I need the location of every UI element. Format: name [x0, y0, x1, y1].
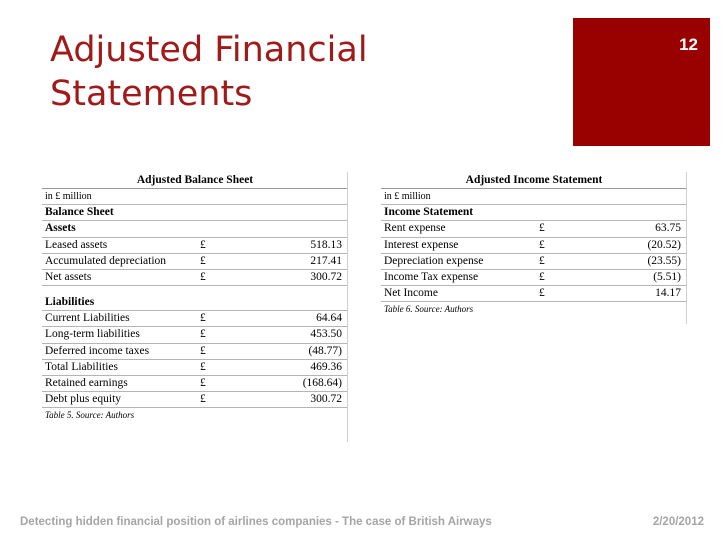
balance-sheet-heading: Balance Sheet	[45, 206, 114, 219]
row-value: 300.72	[310, 393, 342, 406]
table-divider	[347, 172, 348, 442]
row-label: Retained earnings	[45, 376, 128, 389]
currency-symbol: £	[200, 270, 206, 283]
table-row	[42, 327, 348, 343]
table-row	[381, 270, 687, 286]
table-row	[381, 205, 687, 221]
table-row	[42, 205, 348, 221]
slide-title	[50, 28, 550, 116]
slide-number: 12	[679, 35, 698, 54]
assets-heading: Assets	[45, 222, 76, 235]
table-row	[42, 254, 348, 270]
row-value: 469.36	[310, 360, 342, 373]
income-statement-caption: Adjusted Income Statement	[381, 172, 687, 189]
row-label: Deferred income taxes	[45, 344, 150, 357]
slide-number-block	[573, 18, 710, 146]
footer-date: 2/20/2012	[652, 516, 704, 528]
currency-symbol: £	[200, 328, 206, 341]
row-value: (168.64)	[302, 376, 342, 389]
balance-sheet-caption: Adjusted Balance Sheet	[42, 172, 348, 189]
table-row	[42, 392, 348, 408]
currency-symbol: £	[200, 393, 206, 406]
currency-symbol: £	[200, 360, 206, 373]
table-row	[42, 221, 348, 237]
row-value: 14.17	[655, 287, 681, 300]
currency-symbol: £	[539, 270, 545, 283]
table-row	[381, 302, 687, 317]
currency-symbol: £	[539, 222, 545, 235]
table-row	[381, 238, 687, 254]
footer-title: Detecting hidden financial position of airlines companies - The case of British Airways	[20, 516, 492, 528]
currency-symbol: £	[539, 238, 545, 251]
row-label: Total Liabilities	[45, 360, 118, 373]
slide-title-line2: Statements	[50, 74, 253, 114]
row-value: 518.13	[310, 238, 342, 251]
table-row	[381, 254, 687, 270]
table-row	[381, 221, 687, 237]
slide-title-line1: Adjusted Financial	[50, 30, 368, 70]
table-row	[42, 310, 348, 327]
row-value: 300.72	[310, 270, 342, 283]
unit-label: in £ million	[384, 191, 431, 202]
row-label: Current Liabilities	[45, 312, 130, 325]
row-value: (48.77)	[308, 344, 342, 357]
balance-sheet-table	[42, 172, 348, 423]
table-row	[42, 376, 348, 392]
currency-symbol: £	[539, 287, 545, 300]
row-label: Interest expense	[384, 238, 459, 251]
income-statement-table	[381, 172, 687, 318]
row-value: (23.55)	[647, 254, 681, 267]
row-value: (5.51)	[653, 270, 681, 283]
row-value: 64.64	[316, 312, 342, 325]
currency-symbol: £	[200, 254, 206, 267]
currency-symbol: £	[200, 238, 206, 251]
table-row	[42, 238, 348, 254]
row-value: 217.41	[310, 254, 342, 267]
row-label: Leased assets	[45, 238, 108, 251]
row-label: Accumulated depreciation	[45, 254, 167, 267]
row-label: Debt plus equity	[45, 393, 122, 406]
liabilities-heading: Liabilities	[45, 296, 95, 309]
table-row	[42, 286, 348, 310]
table-row	[42, 360, 348, 376]
row-value: 453.50	[310, 328, 342, 341]
currency-symbol: £	[200, 312, 206, 325]
row-label: Depreciation expense	[384, 254, 484, 267]
currency-symbol: £	[539, 254, 545, 267]
table-row	[42, 270, 348, 286]
table-divider	[686, 172, 687, 324]
unit-label: in £ million	[45, 191, 92, 202]
row-label: Income Tax expense	[384, 270, 479, 283]
row-label: Long-term liabilities	[45, 328, 140, 341]
table-row	[42, 344, 348, 360]
table-note: Table 5. Source: Authors	[45, 410, 135, 421]
table-row	[42, 408, 348, 423]
income-statement-heading: Income Statement	[384, 206, 474, 219]
row-label: Net assets	[45, 270, 92, 283]
table-row	[381, 189, 687, 205]
row-value: 63.75	[655, 222, 681, 235]
currency-symbol: £	[200, 344, 206, 357]
currency-symbol: £	[200, 376, 206, 389]
row-value: (20.52)	[647, 238, 681, 251]
table-row	[381, 286, 687, 302]
row-label: Net Income	[384, 287, 438, 300]
table-note: Table 6. Source: Authors	[384, 304, 474, 315]
row-label: Rent expense	[384, 222, 446, 235]
table-row	[42, 189, 348, 205]
